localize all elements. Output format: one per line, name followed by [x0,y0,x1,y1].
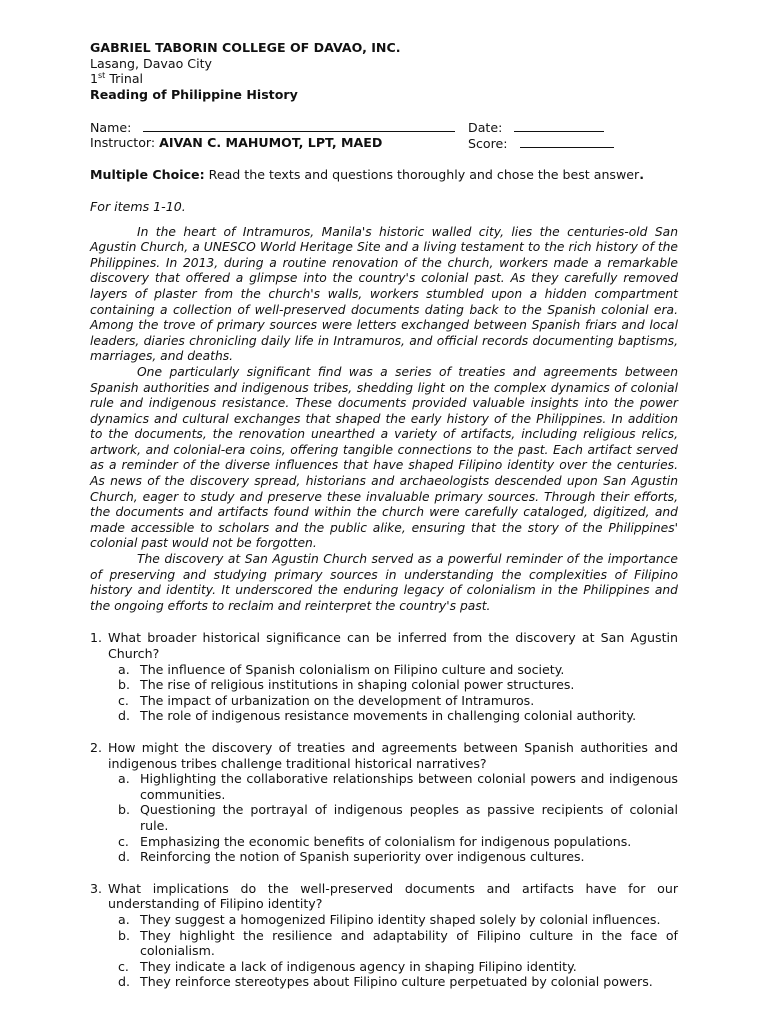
reading-passage [90,225,678,615]
term-number: 1 [90,71,99,87]
score-field[interactable] [520,135,614,148]
instructions [90,167,678,183]
date-field[interactable] [514,119,604,132]
instructor-name: AIVAN C. MAHUMOT, LPT, MAED [159,135,383,151]
option-text: The role of indigenous resistance movements in challenging colonial authority. [140,708,637,724]
term-suffix: st [98,71,106,80]
score-label: Score: [468,136,508,152]
question-number: 2. [90,739,103,755]
option-letter: a. [118,911,130,927]
answer-option[interactable] [108,662,678,678]
school-name: GABRIEL TABORIN COLLEGE OF DAVAO, INC. [90,40,401,55]
option-text: Questioning the portrayal of indigenous peoples as passive recipients of colonial rule. [140,802,678,833]
option-letter: d. [118,708,130,724]
question-number: 1. [90,630,103,646]
option-text: They suggest a homogenized Filipino identity shaped solely by colonial influences. [140,911,661,927]
name-field[interactable] [143,119,455,132]
option-text: The rise of religious institutions in shaping colonial power structures. [140,677,575,693]
student-info [90,119,678,151]
answer-option[interactable] [108,849,678,865]
option-letter: d. [118,974,130,990]
term-word: Trinal [109,71,144,87]
question-number: 3. [90,880,103,896]
instructions-title: Multiple Choice: [90,167,205,183]
option-text: Highlighting the collaborative relationships between colonial powers and indigenous communities. [140,771,678,802]
name-label: Name: [90,120,132,136]
option-letter: d. [118,849,130,865]
option-text: They reinforce stereotypes about Filipino culture perpetuated by colonial powers. [140,974,653,990]
option-letter: c. [118,958,129,974]
info-row-name [90,119,678,135]
exam-page [90,40,678,1006]
option-letter: b. [118,677,130,693]
instructor-label: Instructor: [90,135,156,151]
question-text: What implications do the well-preserved documents and artifacts have for our understanding of Filipino identity? [108,880,678,912]
passage-paragraph: One particularly significant find was a series of treaties and agreements between Spanish authorities and indigenous tribes, shedding light on the complex dynamics of colonial rule and indigenous resistance. These documents provided valuable insights into the power dynamics and cultural exchanges that shaped the early history of the Philippines. In addition to the documents, the renovation unearthed a variety of artifacts, including religious relics, artwork, and colonial-era coins, offering tangible connections to the past. Each artifact served as a reminder of the diverse influences that have shaped Filipino identity over the centuries. As news of the discovery spread, historians and archaeologists descended upon San Agustin Church, eager to study and preserve these invaluable primary sources. Through their efforts, the documents and artifacts found within the church were carefully cataloged, digitized, and made accessible to scholars and the public alike, ensuring that the story of the Philippines' colonial past would not be forgotten. [90,364,678,551]
option-text: The impact of urbanization on the development of Intramuros. [140,692,535,708]
info-row-instructor [90,135,678,151]
option-text: They indicate a lack of indigenous agency in shaping Filipino identity. [140,958,577,974]
answer-option[interactable] [108,802,678,833]
option-letter: a. [118,661,130,677]
passage-paragraph: The discovery at San Agustin Church served as a powerful reminder of the importance of preserving and studying primary sources in understanding the complexities of Filipino history and identity. It underscored the enduring legacy of colonialism in the Philippines and the ongoing efforts to reclaim and reinterpret the country's past. [90,552,678,613]
answer-option[interactable] [108,708,678,724]
instructions-period: . [639,167,645,183]
option-letter: a. [118,771,130,787]
items-range: For items 1-10. [90,198,186,214]
answer-option[interactable] [108,974,678,990]
option-letter: c. [118,833,129,849]
subject-title: Reading of Philippine History [90,86,298,102]
option-text: They highlight the resilience and adaptability of Filipino culture in the face of colonialism. [140,927,678,959]
answer-option[interactable] [108,771,678,802]
option-text: Emphasizing the economic benefits of colonialism for indigenous populations. [140,833,632,849]
option-text: Reinforcing the notion of Spanish superiority over indigenous cultures. [140,849,585,865]
question-item [90,881,678,990]
school-address: Lasang, Davao City [90,55,212,71]
exam-header [90,40,678,102]
passage-paragraph: In the heart of Intramuros, Manila's historic walled city, lies the centuries-old San Agustin Church, a UNESCO World Heritage Site and a living testament to the rich history of the Philippines. In 2013, during a routine renovation of the church, workers made a remarkable discovery that offered a glimpse into the country's colonial past. As they carefully removed layers of plaster from the church's walls, workers stumbled upon a hidden compartment containing a collection of well-preserved documents dating back to the Spanish colonial era. Among the trove of primary sources were letters exchanged between Spanish friars and local leaders, diaries chronicling daily life in Intramuros, and official records documenting baptisms, marriages, and deaths. [90,224,678,364]
instructions-text: Read the texts and questions thoroughly and chose the best answer [204,167,640,183]
answer-option[interactable] [108,928,678,959]
answer-option[interactable] [108,959,678,975]
answer-option[interactable] [108,677,678,693]
date-label: Date: [468,120,503,136]
term-line [90,71,678,87]
answer-option[interactable] [108,912,678,928]
question-item [90,630,678,724]
option-letter: b. [118,802,130,818]
answer-option[interactable] [108,693,678,709]
date-group [468,119,604,136]
question-text: What broader historical significance can be inferred from the discovery at San Agustin Church? [108,630,678,661]
question-item [90,740,678,865]
answer-option[interactable] [108,834,678,850]
score-group [468,135,614,152]
option-letter: b. [118,927,130,943]
question-text: How might the discovery of treaties and agreements between Spanish authorities and indigenous tribes challenge traditional historical narratives? [108,739,678,771]
option-text: The influence of Spanish colonialism on Filipino culture and society. [140,661,565,677]
option-letter: c. [118,692,129,708]
question-list [90,630,678,989]
